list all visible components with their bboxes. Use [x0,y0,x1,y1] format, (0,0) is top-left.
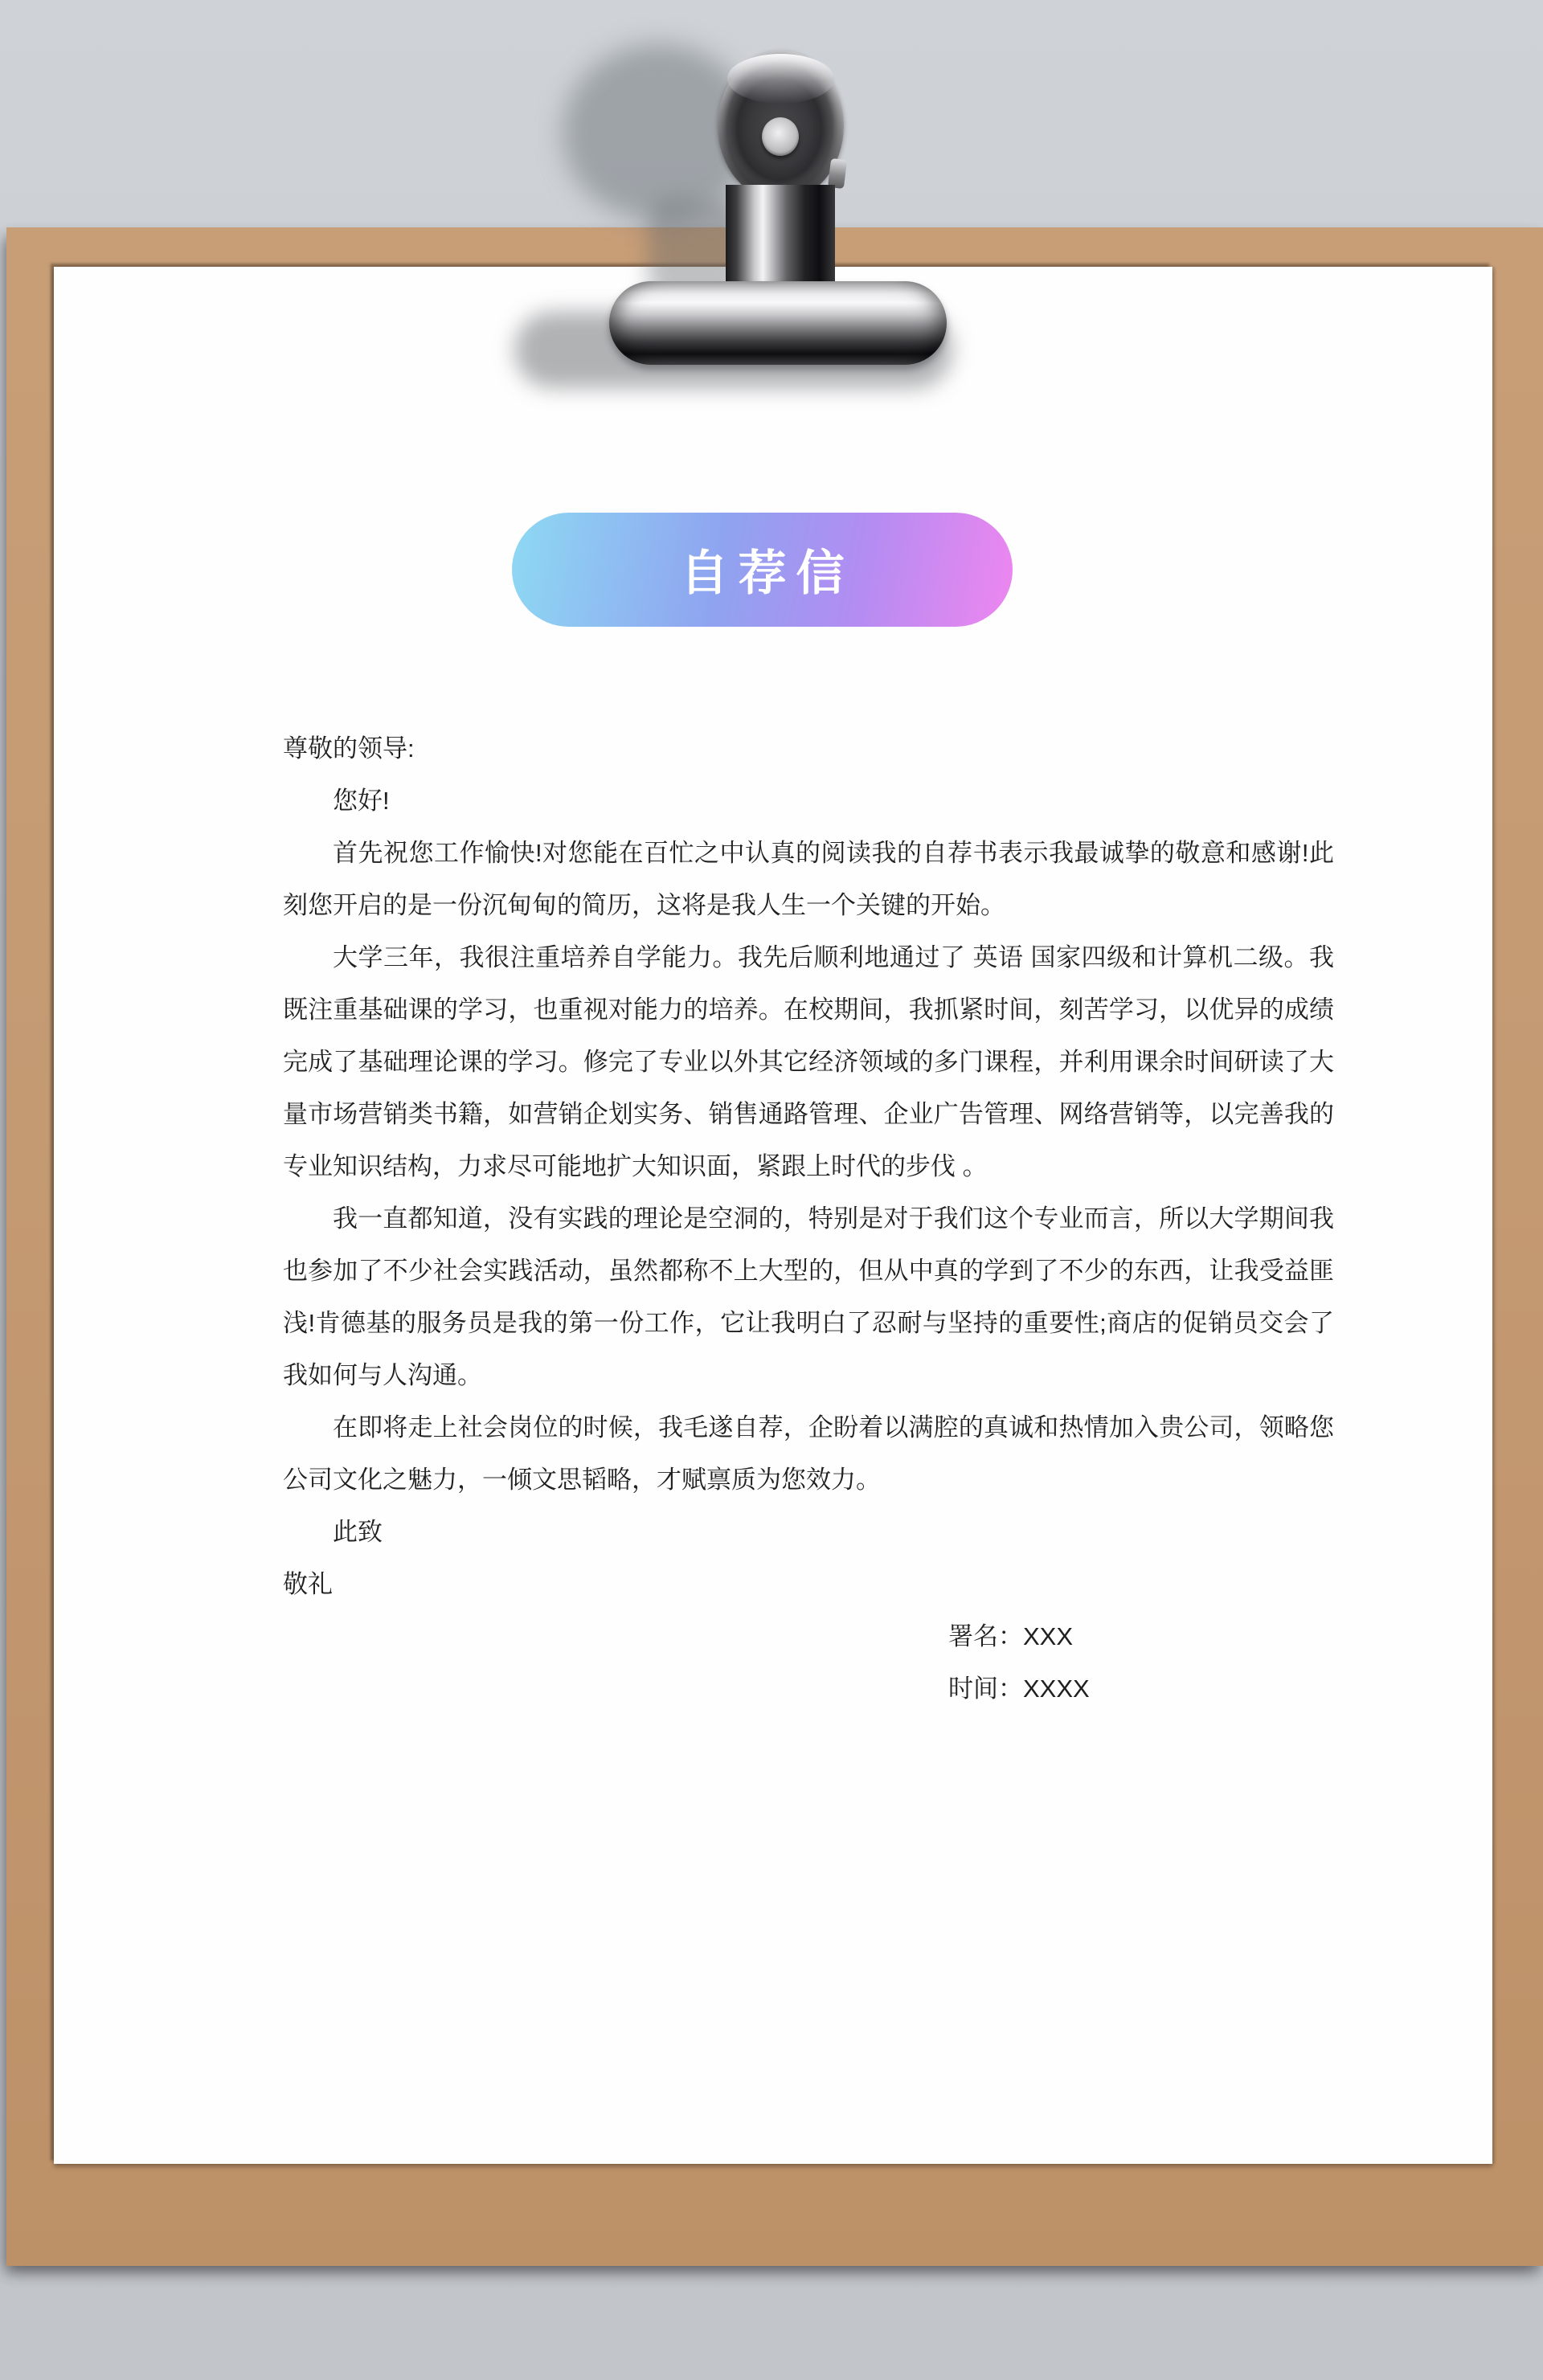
signature-date: 时间：XXXX [948,1675,1090,1703]
clip-shadow [563,44,755,221]
salutation: 尊敬的领导: [283,734,415,763]
signature-name: 署名：XXX [948,1622,1074,1650]
paragraph-1: 首先祝您工作愉快!对您能在百忙之中认真的阅读我的自荐书表示我最诚挚的敬意和感谢!此刻您开启的是一份沉甸甸的简历，这将是我人生一个关键的开始。 [283,839,1334,919]
paragraph-2: 大学三年，我很注重培养自学能力。我先后顺利地通过了 英语 国家四级和计算机二级。我既注重基础课的学习，也重视对能力的培养。在校期间，我抓紧时间，刻苦学习，以优异的成绩完成了基础理论课的学习。修完了专业以外其它经济领域的多门课程，并利用课余时间研读了大量市场营销类书籍，如营销企划实务、销售通路管理、企业广告管理、网络营销等，以完善我的专业知识结构，力求尽可能地扩大知识面，紧跟上时代的步伐 。 [283,943,1334,1180]
clip-coil-highlight [727,54,834,104]
greeting: 您好! [333,787,390,815]
closing-cizhi: 此致 [333,1518,383,1546]
paragraph-3: 我一直都知道，没有实践的理论是空洞的，特别是对于我们这个专业而言，所以大学期间我也参加了不少社会实践活动，虽然都称不上大型的，但从中真的学到了不少的东西，让我受益匪浅!肯德基的服务员是我的第一份工作，它让我明白了忍耐与坚持的重要性;商店的促销员交会了我如何与人沟通。 [283,1204,1334,1389]
clip-coil-hole [762,117,799,156]
letter-paper [54,267,1492,2164]
closing-jingli: 敬礼 [283,1570,333,1598]
page-title: 自荐信 [680,546,854,600]
clip-spring-coil-icon [718,51,844,201]
paragraph-4: 在即将走上社会岗位的时候，我毛遂自荐，企盼着以满腔的真诚和热情加入贵公司，领略您公司文化之魅力，一倾文思韬略，才赋禀质为您效力。 [283,1413,1334,1494]
clip-latch [828,158,847,189]
letter-body [283,722,1334,1715]
title-badge [512,513,1013,627]
signature-block [948,1610,1334,1715]
